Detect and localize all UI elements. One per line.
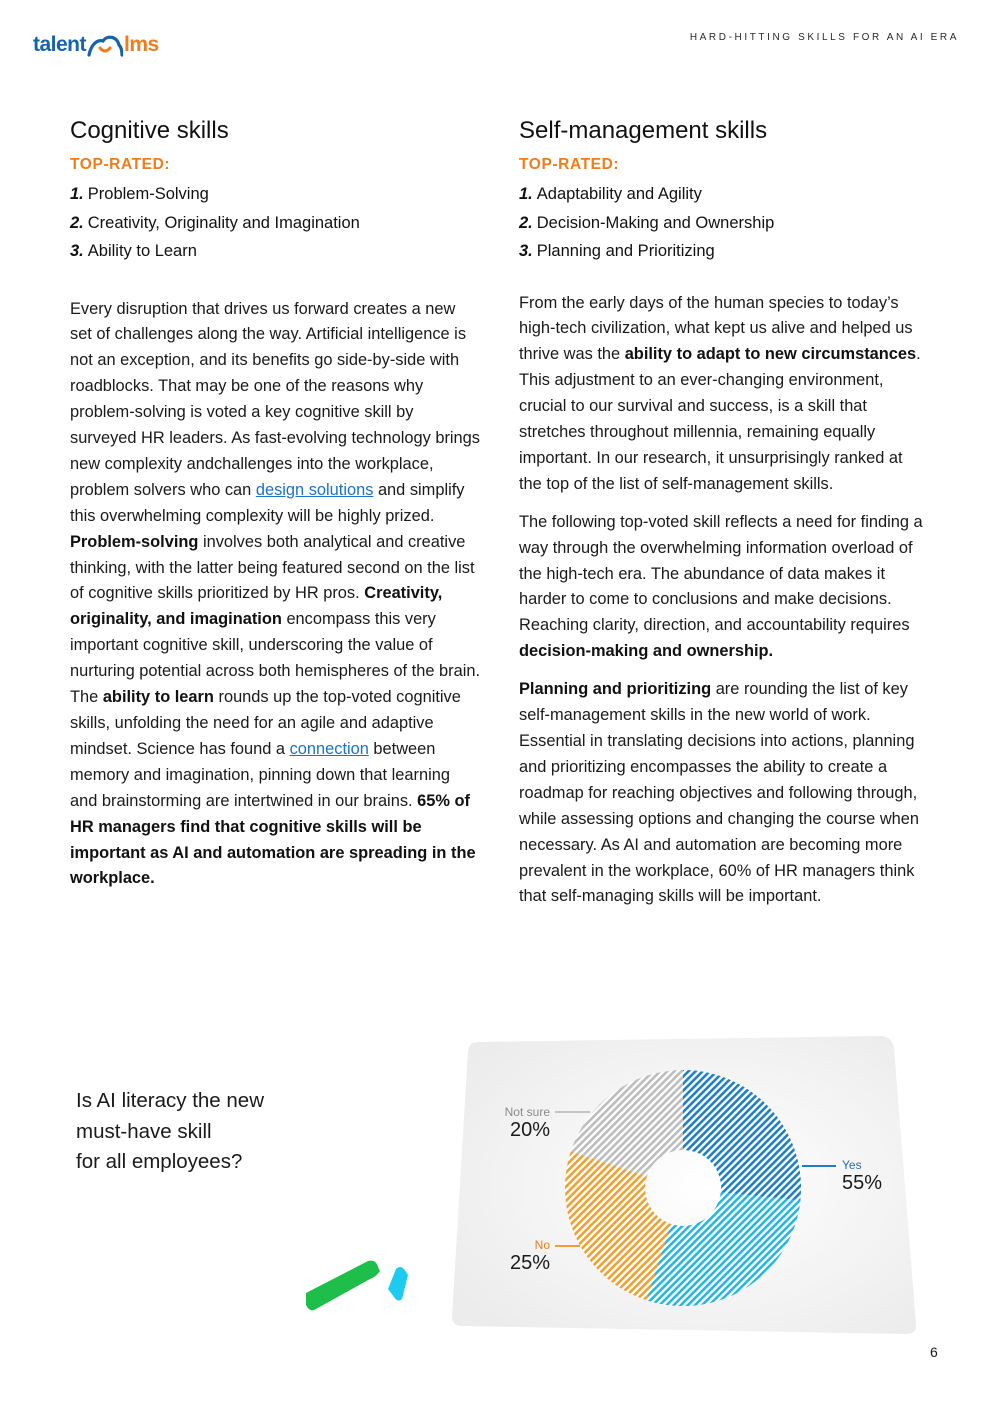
ai-literacy-donut-chart bbox=[440, 1028, 930, 1340]
page-number: 6 bbox=[930, 1344, 938, 1360]
infographic-question: Is AI literacy the new must-have skill for all employees? bbox=[76, 1089, 265, 1173]
ranked-item: 1. Adaptability and Agility bbox=[519, 185, 702, 203]
body-text bbox=[519, 291, 929, 911]
paragraph: Planning and prioritizing are rounding the list of key self-management skills in the new world of work. Essential in translating decisions into actions, planning and prioritizing encompasses the ability to create a roadmap for reaching objectives and following through, while assessing options and changing the course when necessary. As AI and automation are becoming more prevalent in the workplace, 60% of HR managers think that self-managing skills will be important. bbox=[519, 680, 920, 906]
label-not-sure: Not sure 20% bbox=[504, 1105, 550, 1141]
top-rated-label: TOP-RATED: bbox=[70, 156, 171, 173]
ranked-list bbox=[70, 180, 480, 266]
paragraph: Every disruption that drives us forward creates a new set of challenges along the way. Artificial intelligence is not an exception, and its benefits go side-by-side with roadblocks. That may be one of the reasons why problem-solving is voted a key cognitive skill by surveyed HR leaders. As fast-evolving technology brings new complexity andchallenges into the workplace, problem solvers who can design solutions and simplify this overwhelming complexity will be highly prized. Problem-solving involves both analytical and creative thinking, with the latter being featured second on the list of cognitive skills prioritized by HR pros. Creativity, originality, and imagination encompass this very important cognitive skill, underscoring the value of nurturing potential across both hemispheres of the brain. The ability to learn rounds up the top-voted cognitive skills, unfolding the need for an agile and adaptive mindset. Science has found a connection between memory and imagination, pinning down that learning and brainstorming are intertwined in our brains. 65% of HR managers find that cognitive skills will be important as AI and automation are spreading in the workplace. bbox=[70, 299, 481, 888]
ranked-item: 3. Planning and Prioritizing bbox=[519, 242, 715, 260]
connection-link[interactable]: connection bbox=[289, 739, 369, 758]
paragraph: From the early days of the human species to today’s high-tech civilization, what kept us alive and helped us thrive was the ability to adapt to new circumstances. This adjustment to an ever-changing environment, crucial to our survival and success, is a skill that stretches throughout millennia, remaining equally important. In our research, it unsurprisingly ranked at the top of the list of self-management skills. bbox=[519, 293, 921, 493]
logo-text-lms: lms bbox=[124, 33, 159, 56]
paragraph: The following top-voted skill reflects a need for finding a way through the overwhelming information overload of the high-tech era. The abundance of data makes it harder to come to conclusions and make decisions. Reaching clarity, direction, and accountability requires decision-making and ownership. bbox=[519, 512, 923, 661]
ranked-item: 2. Decision-Making and Ownership bbox=[519, 213, 775, 232]
label-yes: Yes 55% bbox=[842, 1158, 883, 1194]
ranked-list bbox=[519, 180, 929, 266]
section-title: Cognitive skills bbox=[70, 117, 229, 144]
body-text bbox=[70, 297, 480, 893]
design-solutions-link[interactable]: design solutions bbox=[255, 480, 374, 499]
ranked-item: 2. Creativity, Originality and Imagination bbox=[70, 213, 360, 232]
cognitive-skills-section bbox=[70, 114, 480, 892]
label-no: No 25% bbox=[509, 1238, 550, 1274]
top-rated-label: TOP-RATED: bbox=[519, 156, 620, 173]
running-header-title: HARD-HITTING SKILLS FOR AN AI ERA bbox=[689, 32, 959, 43]
section-title: Self-management skills bbox=[519, 117, 768, 144]
key-stat: 65% of HR managers find that cognitive skills will be important as AI and automation are spreading in the workplace. bbox=[70, 791, 476, 888]
cloud-smile-icon bbox=[87, 33, 123, 57]
logo-text-talent: talent bbox=[33, 33, 87, 56]
ranked-item: 3. Ability to Learn bbox=[70, 242, 197, 260]
decorative-brush-strokes bbox=[300, 1255, 420, 1315]
ranked-item: 1. Problem-Solving bbox=[70, 185, 209, 203]
self-management-skills-section bbox=[519, 114, 929, 910]
talentlms-logo bbox=[33, 30, 159, 60]
